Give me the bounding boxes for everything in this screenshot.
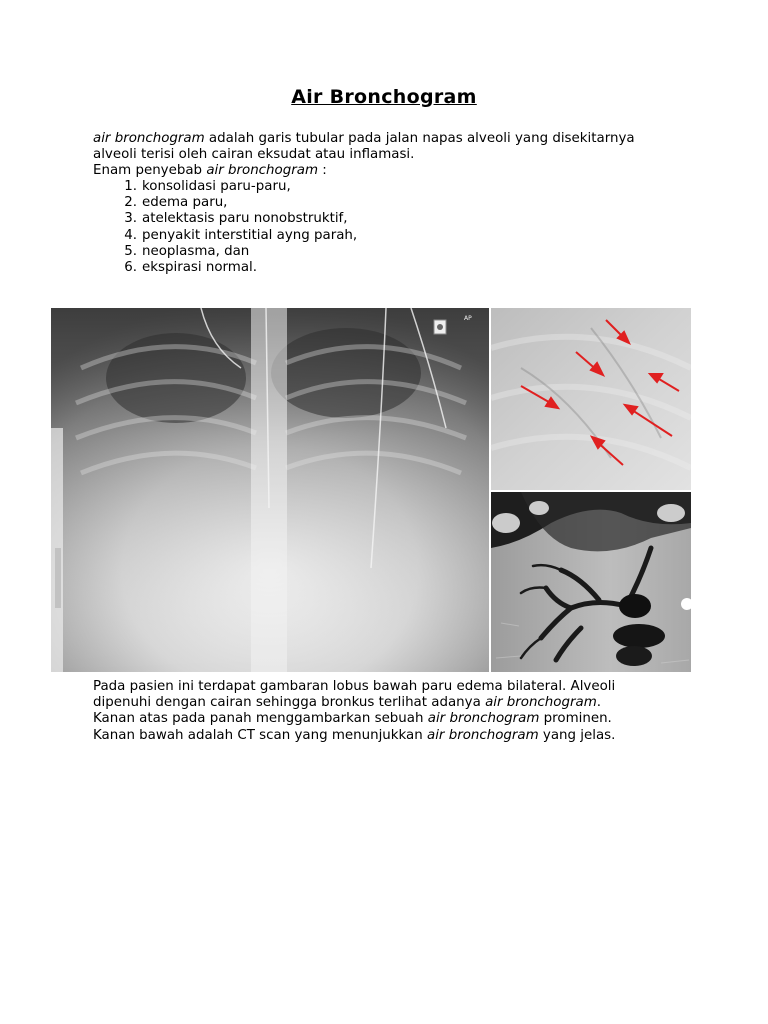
list-item: 5. neoplasma, dan — [124, 243, 250, 259]
caption-line-4: Kanan bawah adalah CT scan yang menunjukkan air bronchogram yang jelas. — [93, 727, 616, 743]
list-item: 2. edema paru, — [124, 195, 228, 211]
figure-caption — [93, 679, 693, 744]
causes-intro-line: Enam penyebab air bronchogram : — [93, 163, 327, 179]
caption-line-1: Pada pasien ini terdapat gambaran lobus bawah paru edema bilateral. Alveoli — [93, 679, 616, 694]
list-item: 3. atelektasis paru nonobstruktif, — [124, 211, 348, 227]
definition-line-1: air bronchogram adalah garis tubular pada jalan napas alveoli yang disekitarnya — [93, 131, 635, 146]
term-air-bronchogram: air bronchogram — [93, 131, 205, 146]
ct-scan-image — [491, 492, 691, 672]
caption-line-3: Kanan atas pada panah menggambarkan sebuah air bronchogram prominen. — [93, 711, 612, 727]
chest-xray-image — [51, 308, 489, 672]
causes-list — [93, 179, 693, 276]
intro-paragraph — [93, 131, 693, 180]
list-item: 6. ekspirasi normal. — [124, 260, 258, 276]
list-item: 1. konsolidasi paru-paru, — [124, 179, 291, 194]
page-title: Air Bronchogram — [291, 86, 477, 108]
xray-marker: AP — [464, 315, 472, 322]
xray-detail-image — [491, 308, 691, 490]
list-item: 4. penyakit interstitial ayng parah, — [124, 227, 358, 243]
caption-line-2: dipenuhi dengan cairan sehingga bronkus terlihat adanya air bronchogram. — [93, 695, 601, 711]
radiology-figure — [51, 308, 691, 672]
definition-line-2: alveoli terisi oleh cairan eksudat atau inflamasi. — [93, 147, 415, 163]
